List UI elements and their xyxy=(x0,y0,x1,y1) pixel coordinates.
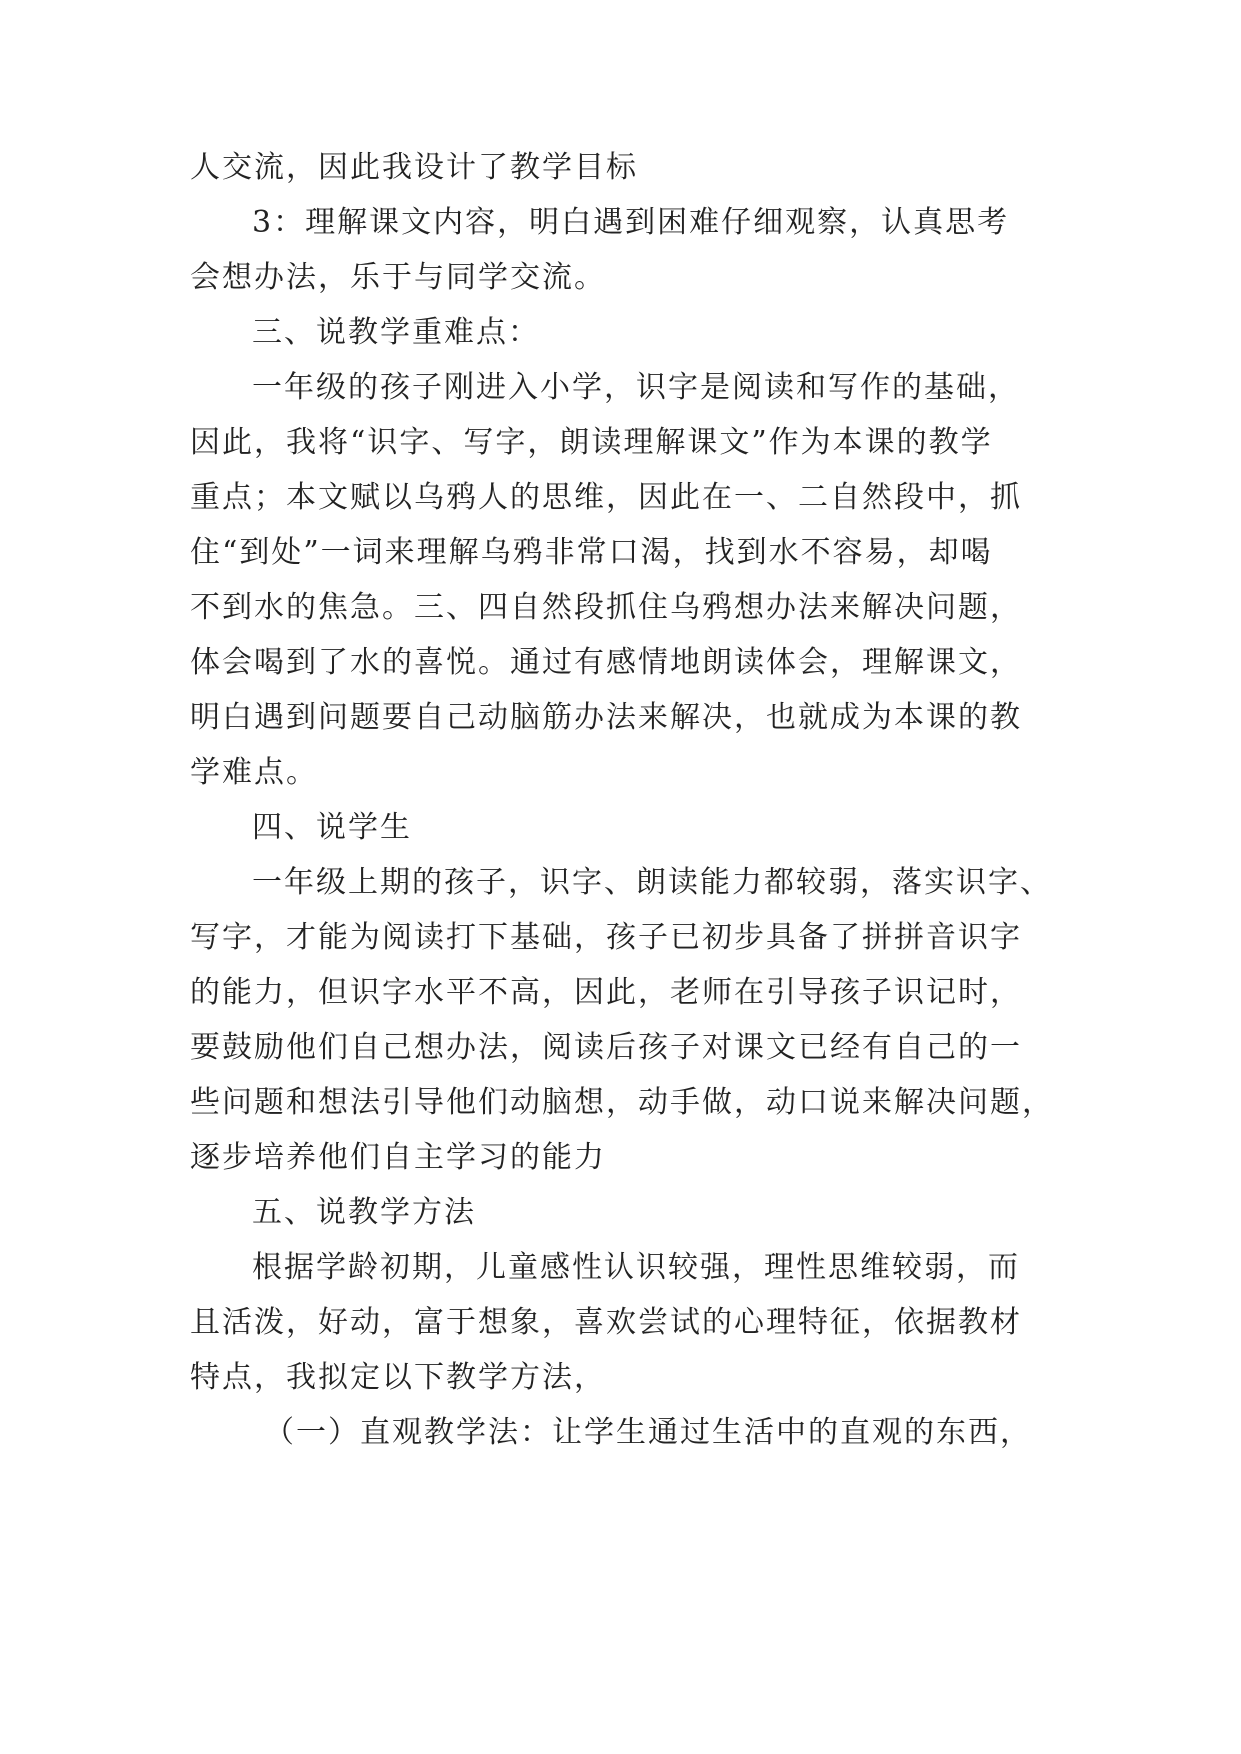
text-line: 特点，我拟定以下教学方法， xyxy=(190,1360,606,1395)
text-line: 些问题和想法引导他们动脑想，动手做，动口说来解决问题， xyxy=(190,1085,1054,1120)
text-line: 明白遇到问题要自己动脑筋办法来解决，也就成为本课的教 xyxy=(190,700,1022,735)
text-line: 要鼓励他们自己想办法，阅读后孩子对课文已经有自己的一 xyxy=(190,1030,1022,1065)
section-heading: 三、说教学重难点： xyxy=(252,315,540,350)
text-line: 逐步培养他们自主学习的能力 xyxy=(190,1140,606,1175)
text-line: 的能力，但识字水平不高，因此，老师在引导孩子识记时， xyxy=(190,975,1022,1010)
section-heading: 四、说学生 xyxy=(252,810,412,845)
text-line: （一）直观教学法：让学生通过生活中的直观的东西， xyxy=(264,1415,1032,1450)
text-line: 会想办法，乐于与同学交流。 xyxy=(190,260,606,295)
text-line: 不到水的焦急。三、四自然段抓住乌鸦想办法来解决问题， xyxy=(190,590,1022,625)
text-line: 写字，才能为阅读打下基础，孩子已初步具备了拼拼音识字 xyxy=(190,920,1022,955)
text-line: 一年级上期的孩子，识字、朗读能力都较弱，落实识字、 xyxy=(252,865,1052,900)
text-line: 体会喝到了水的喜悦。通过有感情地朗读体会，理解课文， xyxy=(190,645,1022,680)
text-line: 根据学龄初期，儿童感性认识较强，理性思维较弱，而 xyxy=(252,1250,1020,1285)
text-line: 3：理解课文内容，明白遇到困难仔细观察，认真思考 xyxy=(252,205,1010,240)
text-line: 因此，我将“识字、写字，朗读理解课文”作为本课的教学 xyxy=(190,425,993,460)
text-line: 住“到处”一词来理解乌鸦非常口渴，找到水不容易，却喝 xyxy=(190,535,993,570)
text-line: 人交流，因此我设计了教学目标 xyxy=(190,150,638,185)
text-line: 重点；本文赋以乌鸦人的思维，因此在一、二自然段中，抓 xyxy=(190,480,1022,515)
text-line: 一年级的孩子刚进入小学，识字是阅读和写作的基础， xyxy=(252,370,1020,405)
text-line: 学难点。 xyxy=(190,755,318,790)
section-heading: 五、说教学方法 xyxy=(252,1195,476,1230)
text-line: 且活泼，好动，富于想象，喜欢尝试的心理特征，依据教材 xyxy=(190,1305,1022,1340)
